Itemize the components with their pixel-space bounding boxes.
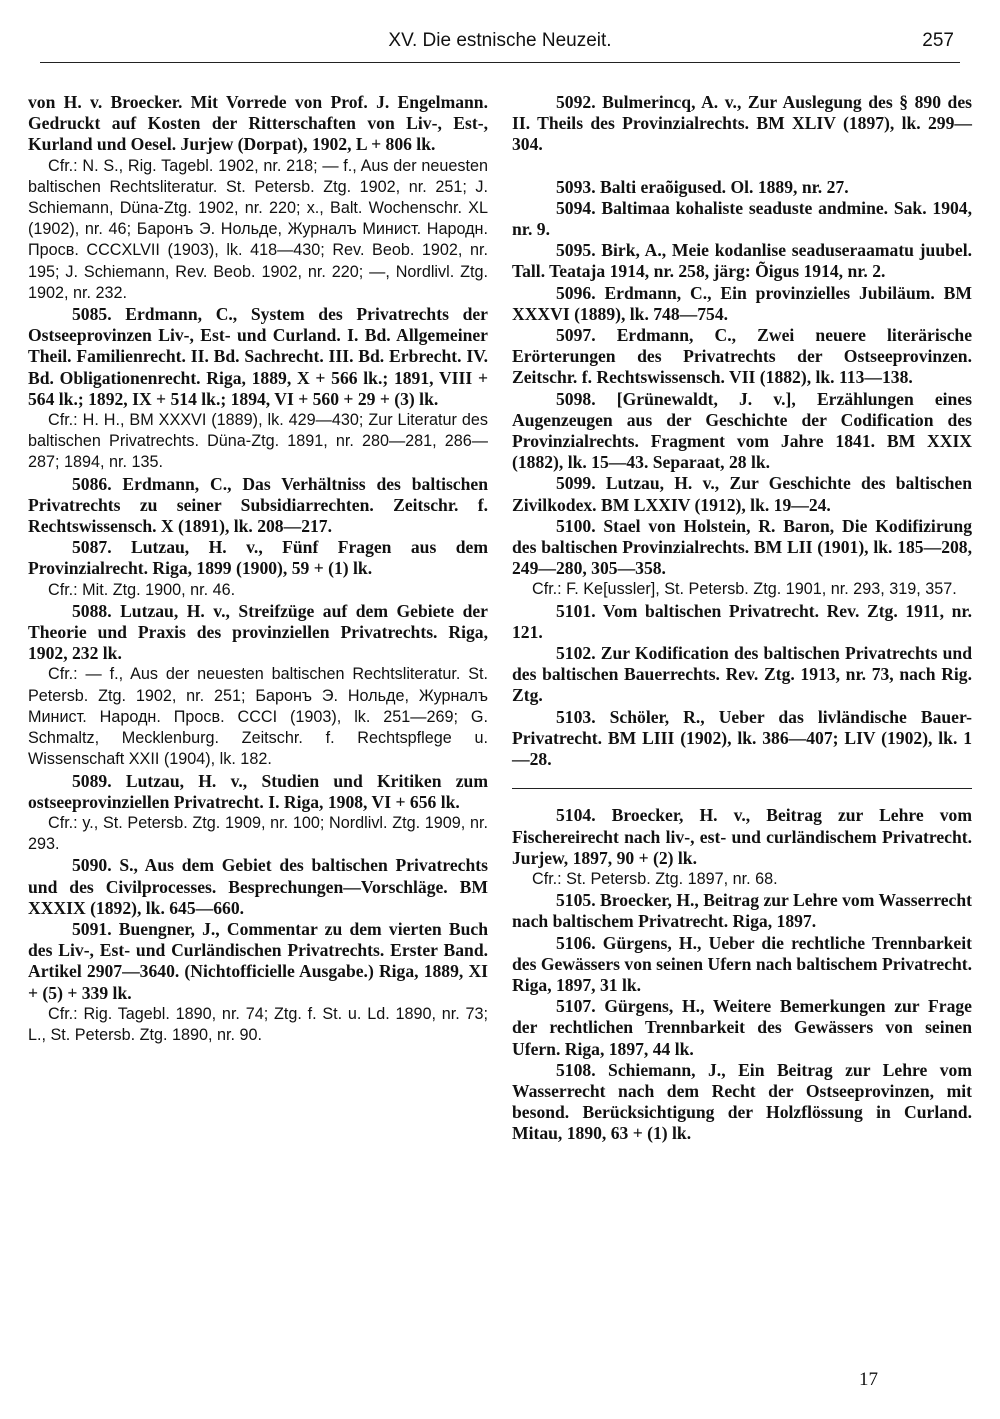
bibliography-entry: 5086. Erdmann, C., Das Verhältniss des baltischen Privatrechts zu seiner Subsidiarrechten. Zeitschr. f. Rechtswissensch. X (1891), lk. 208—217. — [28, 473, 488, 537]
bibliography-entry: 5103. Schöler, R., Ueber das livländische Bauer-Privatrecht. BM LIII (1902), lk. 386—407; LIV (1902), lk. 1—28. — [512, 706, 972, 770]
bibliography-entry: 5102. Zur Kodification des baltischen Privatrechts und des baltischen Bauerrechts. Rev. Ztg. 1913, nr. 73, nach Rig. Ztg. — [512, 643, 972, 706]
bibliography-entry: 5095. Birk, A., Meie kodanlise seaduseraamatu juubel. Tall. Teataja 1914, nr. 258, järg: Õigus 1914, nr. 2. — [512, 240, 972, 282]
chapter-title: XV. Die estnische Neuzeit. — [388, 30, 612, 51]
bibliography-entry: 5091. Buengner, J., Commentar zu dem vierten Buch des Liv-, Est- und Curländischen Privatrechts. Erster Band. Artikel 2907—3640. (Nichtofficielle Ausgabe.) Riga, 1889, XI + (5) + 339 lk. — [28, 918, 488, 1003]
bibliography-entry: 5106. Gürgens, H., Ueber die rechtliche Trennbarkeit des Gewässers von seinen Ufern nach baltischem Privatrecht. Riga, 1897, 31 lk. — [512, 932, 972, 995]
section-gap — [512, 156, 972, 177]
page-number: 257 — [922, 30, 954, 51]
bibliography-entry: 5093. Balti eraõigused. Ol. 1889, nr. 27. — [556, 176, 849, 197]
bibliography-entry: 5092. Bulmerincq, A. v., Zur Auslegung des § 890 des II. Theils des Provinzialrechts. BM XLIV (1897), lk. 299—304. — [512, 92, 972, 155]
bibliography-entry: 5098. [Grünewaldt, J. v.], Erzählungen eines Augenzeugen aus der Geschichte der Codification des Provinzialrechts. Fragment vom Jahre 1841. BM XXIX (1882), lk. 15—43. Separaat, 28 lk. — [512, 388, 972, 473]
bibliography-entry: 5107. Gürgens, H., Weitere Bemerkungen zur Frage der rechtlichen Trennbarkeit des Gewässers von seinen Ufern. Riga, 1897, 44 lk. — [512, 996, 972, 1059]
bibliography-entry: 5090. S., Aus dem Gebiet des baltischen Privatrechts und des Civilprocesses. Besprechungen—Vorschläge. BM XXXIX (1892), lk. 645—660. — [28, 855, 488, 918]
cfr-note: Cfr.: St. Petersb. Ztg. 1897, nr. 68. — [532, 869, 778, 888]
bibliography-entry: 5088. Lutzau, H. v., Streifzüge auf dem Gebiete der Theorie und Praxis des provinziellen Privatrechts. Riga, 1902, 232 lk. — [28, 600, 488, 664]
bibliography-entry: 5101. Vom baltischen Privatrecht. Rev. Ztg. 1911, nr. 121. — [512, 600, 972, 642]
bibliography-entry: von H. v. Broecker. Mit Vorrede von Prof. J. Engelmann. Gedruckt auf Kosten der Ritterschaften von Liv-, Est-, Kurland und Oesel. Jurjew (Dorpat), 1902, L + 806 lk. — [28, 92, 488, 155]
right-column — [512, 92, 972, 1145]
bibliography-entry: 5108. Schiemann, J., Ein Beitrag zur Lehre vom Wasserrecht nach dem Recht der Ostseeprovinzen, mit besond. Berücksichtigung der Holzflössung in Curland. Mitau, 1890, 63 + (1) lk. — [512, 1059, 972, 1144]
bibliography-entry: 5104. Broecker, H. v., Beitrag zur Lehre vom Fischereirecht nach liv-, est- und curländischem Privatrecht. Jurjew, 1897, 90 + (2) lk. — [512, 805, 972, 868]
bibliography-entry: 5085. Erdmann, C., System des Privatrechts der Ostseeprovinzen Liv-, Est- und Curland. I. Bd. Allgemeiner Theil. Familienrecht. II. Bd. Sachrecht. III. Bd. Erbrecht. IV. Bd. Obligationenrecht. Riga, 1889, X + 566 lk.; 1891, VIII + 564 lk.; 1892, IX + 514 lk.; 1894, VI + 560 + 29 + (3) lk. — [28, 304, 488, 409]
section-divider — [512, 788, 972, 789]
cfr-note: Cfr.: F. Ke[ussler], St. Petersb. Ztg. 1901, nr. 293, 319, 357. — [532, 580, 957, 599]
bibliography-entry: 5099. Lutzau, H. v., Zur Geschichte des baltischen Zivilkodex. BM LXXIV (1912), lk. 19—24. — [512, 473, 972, 515]
bibliography-entry: 5100. Stael von Holstein, R. Baron, Die Kodifizirung des baltischen Provinzialrechts. BM LII (1901), lk. 185—208, 249—280, 305—358. — [512, 515, 972, 579]
bibliography-entry: 5105. Broecker, H., Beitrag zur Lehre vom Wasserrecht nach baltischem Privatrecht. Riga, 1897. — [512, 890, 972, 932]
left-column — [28, 92, 488, 1046]
signature-mark: 17 — [859, 1369, 878, 1390]
bibliography-entry: 5096. Erdmann, C., Ein provinzielles Jubiläum. BM XXXVI (1889), lk. 748—754. — [512, 282, 972, 324]
cfr-note: Cfr.: Mit. Ztg. 1900, nr. 46. — [48, 580, 236, 599]
bibliography-entry: 5097. Erdmann, C., Zwei neuere literärische Erörterungen des Privatrechts der Ostseeprovinzen. Zeitschr. f. Rechtswissensch. VII (1882), lk. 113—138. — [512, 325, 972, 388]
cfr-note: Cfr.: H. H., BM XXXVI (1889), lk. 429—430; Zur Literatur des baltischen Privatrechts. Düna-Ztg. 1891, nr. 280—281, 286—287; 1894, nr. 135. — [28, 411, 488, 472]
cfr-note: Cfr.: y., St. Petersb. Ztg. 1909, nr. 100; Nordlivl. Ztg. 1909, nr. 293. — [28, 813, 488, 854]
bibliography-entry: 5087. Lutzau, H. v., Fünf Fragen aus dem Provinzialrecht. Riga, 1899 (1900), 59 + (1) lk. — [28, 537, 488, 579]
running-header — [40, 28, 960, 63]
bibliography-entry: 5094. Baltimaa kohaliste seaduste andmine. Sak. 1904, nr. 9. — [512, 197, 972, 240]
cfr-note: Cfr.: Rig. Tagebl. 1890, nr. 74; Ztg. f. St. u. Ld. 1890, nr. 73; L., St. Petersb. Ztg. 1890, nr. 90. — [28, 1004, 488, 1044]
bibliography-entry: 5089. Lutzau, H. v., Studien und Kritiken zum ostseeprovinziellen Privatrecht. I. Riga, 1908, VI + 656 lk. — [28, 770, 488, 812]
cfr-note: Cfr.: — f., Aus der neuesten baltischen Rechtsliteratur. St. Petersb. Ztg. 1902, nr. 251; Баронъ Э. Нольде, Журналъ Минист. Народн. Просв. CCCI (1903), lk. 251—269; G. Schmaltz, Mecklenburg. Zeitschr. f. Rechtspflege u. Wissenschaft XXII (1904), lk. 182. — [28, 665, 488, 769]
cfr-note: Cfr.: N. S., Rig. Tagebl. 1902, nr. 218; — f., Aus der neuesten baltischen Rechtsliteratur. St. Petersb. Ztg. 1902, nr. 251; J. Schiemann, Düna-Ztg. 1902, nr. 220; x., Balt. Wochenschr. XL (1902), nr. 46; Баронъ Э. Нольде, Журналъ Минист. Народн. Просв. CCCXLVII (1903), lk. 418—430; Rev. Beob. 1902, nr. 195; J. Schiemann, Rev. Beob. 1902, nr. 220; —, Nordlivl. Ztg. 1902, nr. 232. — [28, 156, 488, 302]
